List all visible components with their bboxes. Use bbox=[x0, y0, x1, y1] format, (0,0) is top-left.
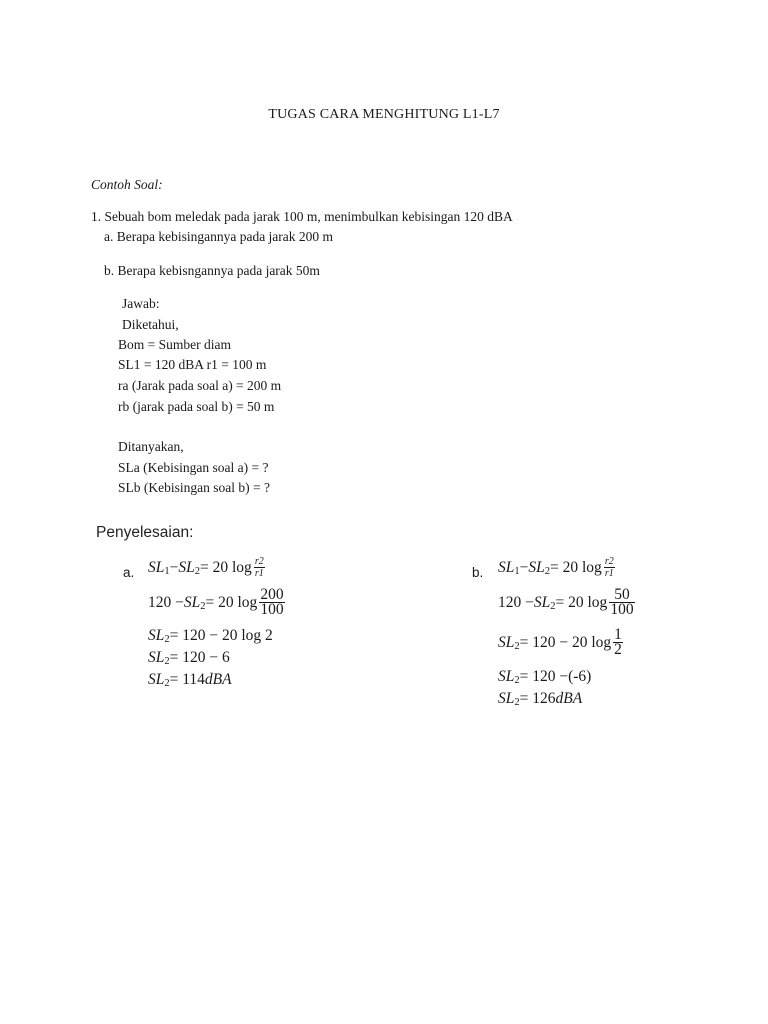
solution-b-label: b. bbox=[472, 565, 484, 580]
fraction: $\frac{50}{100}$ bbox=[610, 586, 634, 618]
known-label: Diketahui, bbox=[122, 317, 179, 332]
known-line: ra (Jarak pada soal a) = 200 m bbox=[118, 378, 282, 393]
question-1a: a. Berapa kebisingannya pada jarak 200 m bbox=[104, 229, 334, 244]
solution-a-line-5: SL 2 = 114 dBA bbox=[148, 671, 232, 689]
known-line: Bom = Sumber diam bbox=[118, 337, 231, 352]
solution-b-line-5: SL 2 = 126 dBA bbox=[498, 690, 583, 708]
solution-a-line-4: SL 2 = 120 − 6 bbox=[148, 649, 230, 667]
solution-a-line-2: 120 − SL 2 = 20 log $\frac{200}{100}$ bbox=[148, 586, 284, 618]
solution-a-label: a. bbox=[123, 565, 135, 580]
asked-label: Ditanyakan, bbox=[118, 439, 184, 454]
fraction: $\frac{1}{2}$ bbox=[614, 626, 622, 658]
solution-b-line-4: SL 2 = 120 −(-6) bbox=[498, 668, 592, 686]
question-1: 1. Sebuah bom meledak pada jarak 100 m, menimbulkan kebisingan 120 dBA bbox=[91, 209, 513, 224]
solution-heading: Penyelesaian: bbox=[96, 524, 194, 541]
solution-a-line-1: SL 1 − SL 2 = 20 log $\frac{r2}{r1}$ bbox=[148, 556, 264, 579]
known-line: SL1 = 120 dBA r1 = 100 m bbox=[118, 357, 267, 372]
question-1b: b. Berapa kebisngannya pada jarak 50m bbox=[104, 263, 320, 278]
fraction: $\frac{200}{100}$ bbox=[260, 586, 284, 618]
document-title: TUGAS CARA MENGHITUNG L1-L7 bbox=[268, 107, 500, 122]
solution-b-line-3: SL 2 = 120 − 20 log $\frac{1}{2}$ bbox=[498, 626, 622, 658]
known-line: rb (jarak pada soal b) = 50 m bbox=[118, 399, 275, 414]
answer-label: Jawab: bbox=[122, 296, 160, 311]
fraction: $\frac{r2}{r1}$ bbox=[254, 556, 264, 579]
example-heading: Contoh Soal: bbox=[91, 177, 163, 192]
solution-b-line-1: SL 1 − SL 2 = 20 log $\frac{r2}{r1}$ bbox=[498, 556, 614, 579]
solution-a-line-3: SL 2 = 120 − 20 log 2 bbox=[148, 627, 273, 645]
solution-b-line-2: 120 − SL 2 = 20 log $\frac{50}{100}$ bbox=[498, 586, 634, 618]
fraction: $\frac{r2}{r1}$ bbox=[604, 556, 614, 579]
asked-line: SLa (Kebisingan soal a) = ? bbox=[118, 460, 269, 475]
asked-line: SLb (Kebisingan soal b) = ? bbox=[118, 480, 270, 495]
